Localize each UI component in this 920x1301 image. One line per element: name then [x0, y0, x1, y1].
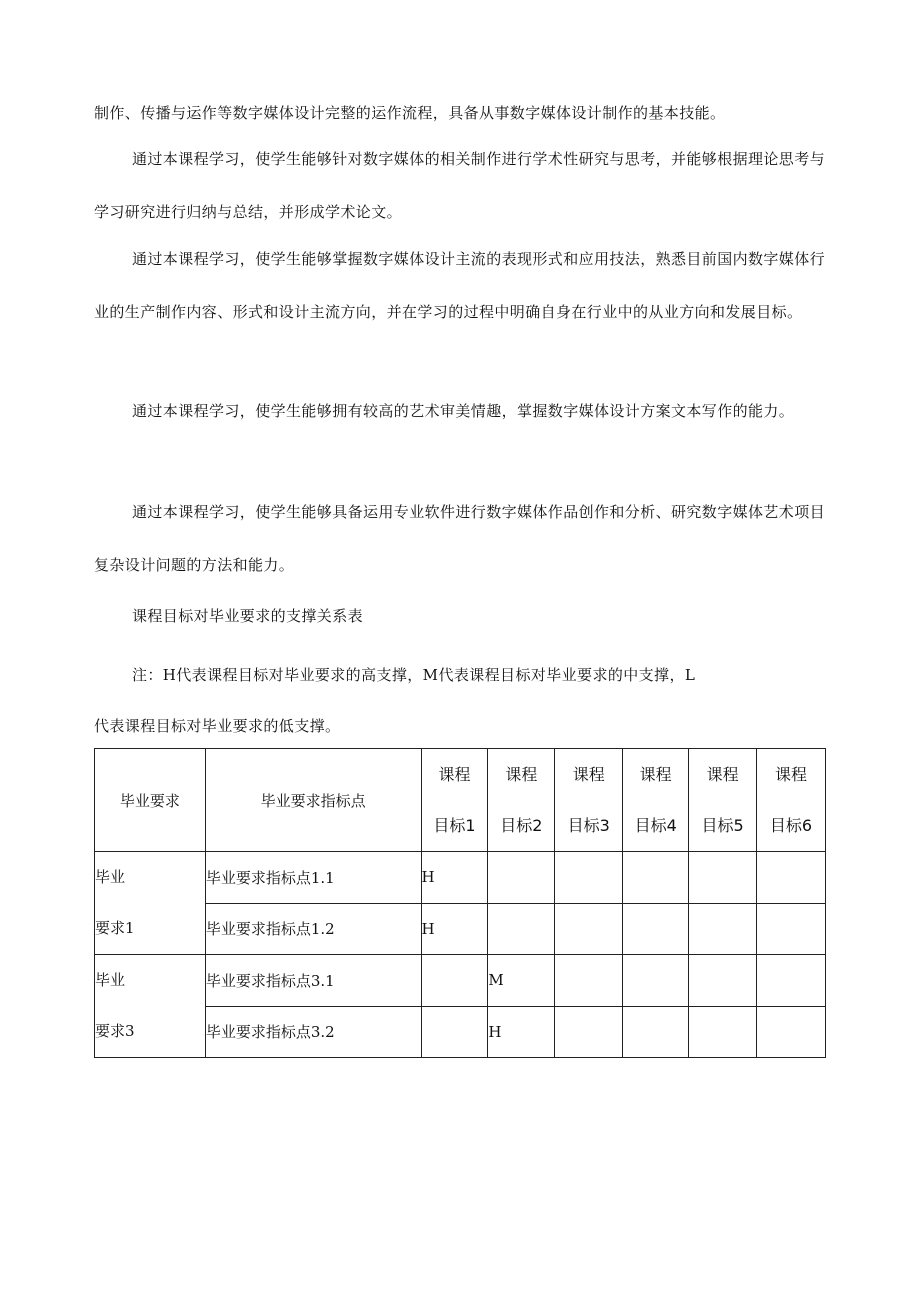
- header-goal-6-bottom: 目标6: [769, 816, 813, 835]
- header-goal-1-top: 课程: [438, 765, 471, 784]
- value-cell: [757, 903, 826, 955]
- header-goal-6: [757, 749, 826, 852]
- indicator-3-2: 毕业要求指标点3.2: [205, 1006, 421, 1058]
- value-cell: [555, 1006, 623, 1058]
- paragraph-3: 通过本课程学习，使学生能够掌握数字媒体设计主流的表现形式和应用技法，熟悉目前国内数字媒体行业的生产制作内容、形式和设计主流方向，并在学习的过程中明确自身在行业中的从业方向和发展目标。: [94, 250, 826, 321]
- header-goal-3-top: 课程: [572, 765, 605, 784]
- value-cell: [623, 955, 689, 1007]
- header-requirement: 毕业要求: [95, 749, 206, 852]
- requirement-3-cell: [95, 955, 206, 1058]
- value-cell: [623, 903, 689, 955]
- value-cell: M: [488, 955, 555, 1007]
- requirement-1-bottom: 要求1: [95, 919, 135, 937]
- value-cell: [757, 852, 826, 904]
- paragraph-5: 通过本课程学习，使学生能够具备运用专业软件进行数字媒体作品创作和分析、研究数字媒体艺术项目复杂设计问题的方法和能力。: [94, 503, 826, 574]
- indicator-1-1: 毕业要求指标点1.1: [205, 852, 421, 904]
- support-table: [94, 748, 826, 1058]
- header-goal-6-top: 课程: [775, 765, 808, 784]
- value-cell: [488, 903, 555, 955]
- requirement-3-top: 毕业: [95, 971, 126, 989]
- value-cell: [689, 955, 757, 1007]
- table-row: [95, 852, 826, 904]
- value-cell: [555, 903, 623, 955]
- value-cell: [488, 852, 555, 904]
- header-goal-1-bottom: 目标1: [433, 816, 476, 835]
- value-cell: [421, 955, 488, 1007]
- header-goal-5-top: 课程: [706, 765, 739, 784]
- value-cell: [555, 852, 623, 904]
- note-line-1: 注：H代表课程目标对毕业要求的高支撑，M代表课程目标对毕业要求的中支撑，L: [132, 666, 696, 684]
- header-indicator: 毕业要求指标点: [205, 749, 421, 852]
- value-cell: H: [421, 852, 488, 904]
- value-cell: [689, 903, 757, 955]
- value-cell: [623, 1006, 689, 1058]
- header-goal-5-bottom: 目标5: [701, 816, 744, 835]
- header-goal-4-top: 课程: [639, 765, 672, 784]
- header-goal-4: [623, 749, 689, 852]
- header-goal-2-top: 课程: [505, 765, 538, 784]
- value-cell: [555, 955, 623, 1007]
- indicator-1-2: 毕业要求指标点1.2: [205, 903, 421, 955]
- requirement-1-top: 毕业: [95, 868, 126, 886]
- requirement-1-cell: [95, 852, 206, 955]
- header-goal-2: [488, 749, 555, 852]
- header-goal-5: [689, 749, 757, 852]
- value-cell: [689, 1006, 757, 1058]
- table-title: 课程目标对毕业要求的支撑关系表: [132, 607, 364, 625]
- header-goal-1: [421, 749, 488, 852]
- requirement-3-bottom: 要求3: [95, 1022, 135, 1040]
- header-goal-3-bottom: 目标3: [567, 816, 610, 835]
- value-cell: [623, 852, 689, 904]
- table-header-row: [95, 749, 826, 852]
- header-goal-3: [555, 749, 623, 852]
- value-cell: [757, 1006, 826, 1058]
- note-line-2: 代表课程目标对毕业要求的低支撑。: [94, 717, 341, 735]
- header-goal-2-bottom: 目标2: [500, 816, 543, 835]
- paragraph-4: 通过本课程学习，使学生能够拥有较高的艺术审美情趣，掌握数字媒体设计方案文本写作的能力。: [132, 402, 795, 420]
- paragraph-2: 通过本课程学习，使学生能够针对数字媒体的相关制作进行学术性研究与思考，并能够根据理论思考与学习研究进行归纳与总结，并形成学术论文。: [94, 150, 826, 221]
- indicator-3-1: 毕业要求指标点3.1: [205, 955, 421, 1007]
- value-cell: [421, 1006, 488, 1058]
- value-cell: H: [421, 903, 488, 955]
- paragraph-1: 制作、传播与运作等数字媒体设计完整的运作流程，具备从事数字媒体设计制作的基本技能。: [94, 104, 726, 122]
- value-cell: [757, 955, 826, 1007]
- header-goal-4-bottom: 目标4: [634, 816, 677, 835]
- value-cell: H: [488, 1006, 555, 1058]
- value-cell: [689, 852, 757, 904]
- table-row: [95, 955, 826, 1007]
